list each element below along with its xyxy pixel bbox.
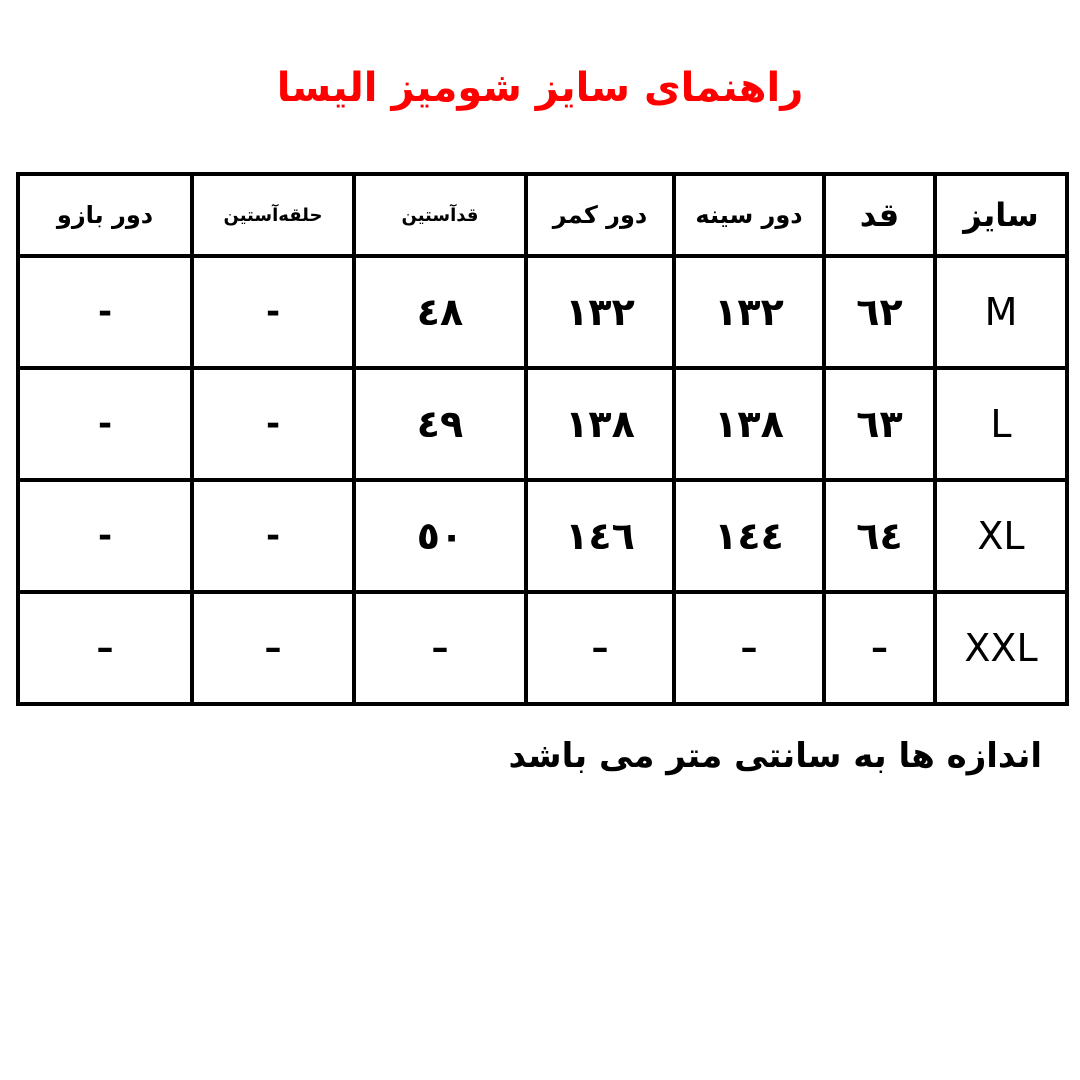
size-chart-table — [16, 172, 1069, 706]
waist-value: – — [526, 592, 674, 704]
header-waist: دور کمر — [526, 174, 674, 256]
header-upper-arm: دور بازو — [18, 174, 192, 256]
upper-arm-value: - — [18, 256, 192, 368]
armhole-value: - — [192, 480, 354, 592]
upper-arm-value: - — [18, 480, 192, 592]
table-row — [18, 480, 1067, 592]
chest-value: ١٤٤ — [674, 480, 824, 592]
chest-value: ١٣٨ — [674, 368, 824, 480]
waist-value: ١٣٢ — [526, 256, 674, 368]
size-label: XXL — [935, 592, 1067, 704]
upper-arm-value: - — [18, 368, 192, 480]
sleeve-length-value: ٤٨ — [354, 256, 526, 368]
header-size: سایز — [935, 174, 1067, 256]
sleeve-length-value: ٥٠ — [354, 480, 526, 592]
size-label: M — [935, 256, 1067, 368]
table-header-row — [18, 174, 1067, 256]
header-chest: دور سینه — [674, 174, 824, 256]
armhole-value: - — [192, 256, 354, 368]
waist-value: ١٤٦ — [526, 480, 674, 592]
length-value: ٦٤ — [824, 480, 935, 592]
size-label: XL — [935, 480, 1067, 592]
chest-value: – — [674, 592, 824, 704]
waist-value: ١٣٨ — [526, 368, 674, 480]
length-value: – — [824, 592, 935, 704]
armhole-value: – — [192, 592, 354, 704]
table-row — [18, 256, 1067, 368]
header-length: قد — [824, 174, 935, 256]
sleeve-length-value: – — [354, 592, 526, 704]
header-armhole: حلقه‌آستین — [192, 174, 354, 256]
table-row — [18, 592, 1067, 704]
length-value: ٦٢ — [824, 256, 935, 368]
chest-value: ١٣٢ — [674, 256, 824, 368]
units-note: اندازه ها به سانتی متر می باشد — [508, 736, 1042, 776]
page-title: راهنمای سایز شومیز الیسا — [276, 65, 804, 111]
table-row — [18, 368, 1067, 480]
upper-arm-value: – — [18, 592, 192, 704]
header-sleeve-length: قدآستین — [354, 174, 526, 256]
sleeve-length-value: ٤٩ — [354, 368, 526, 480]
length-value: ٦٣ — [824, 368, 935, 480]
armhole-value: - — [192, 368, 354, 480]
size-label: L — [935, 368, 1067, 480]
